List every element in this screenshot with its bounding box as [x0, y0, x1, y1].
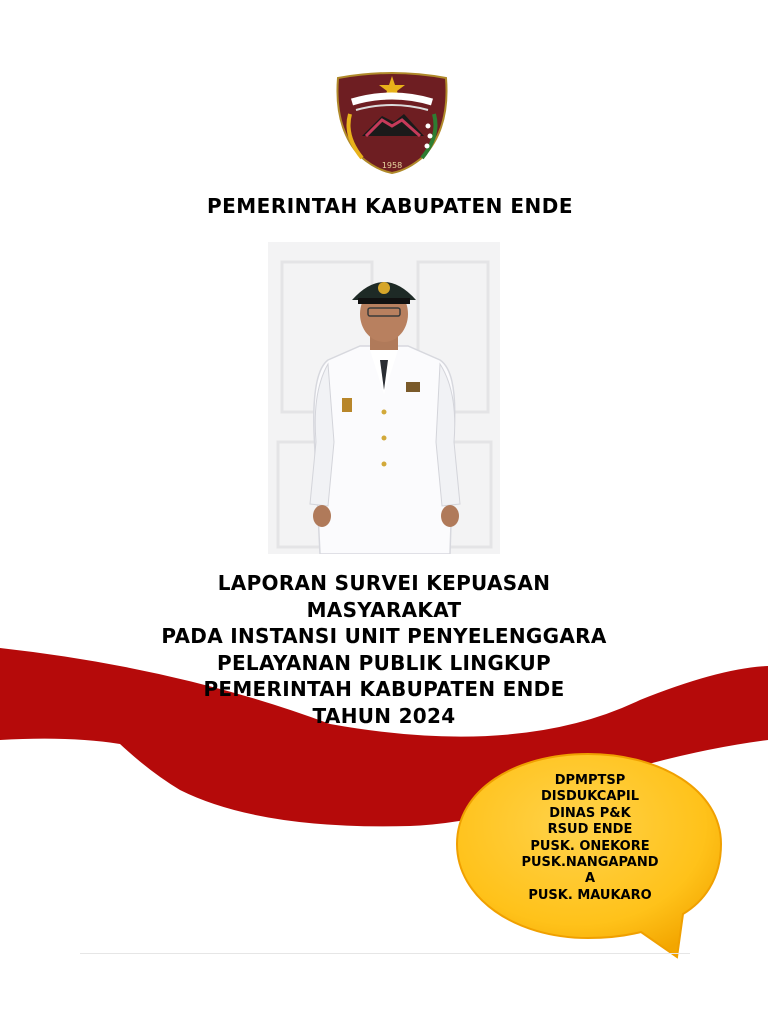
official-portrait — [268, 242, 500, 554]
report-title-line: MASYARAKAT — [306, 597, 462, 622]
agency-item: DPMPTSP — [554, 773, 626, 788]
ende-regency-logo — [332, 70, 452, 174]
agency-item: PUSK.NANGAPAND — [521, 855, 659, 871]
agency-item: RSUD ENDE — [547, 822, 633, 838]
report-title — [100, 570, 668, 729]
report-title-line: PELAYANAN PUBLIK LINGKUP — [217, 650, 551, 675]
agency-item: PUSK. MAUKARO — [528, 887, 652, 903]
page-divider — [80, 953, 690, 954]
report-title-line: TAHUN 2024 — [312, 703, 456, 728]
agency-item: PUSK. ONEKORE — [530, 838, 650, 854]
agency-list — [500, 773, 680, 915]
agency-item: DINAS P&K — [549, 805, 631, 821]
agency-item: A — [584, 871, 596, 887]
page-title: PEMERINTAH KABUPATEN ENDE — [206, 194, 574, 218]
agency-item: DISDUKCAPIL — [540, 789, 640, 805]
report-title-line: PEMERINTAH KABUPATEN ENDE — [203, 677, 565, 701]
report-title-line: PADA INSTANSI UNIT PENYELENGGARA — [161, 624, 607, 648]
logo-year: 1958 — [381, 161, 403, 170]
report-title-line: LAPORAN SURVEI KEPUASAN — [217, 571, 551, 595]
